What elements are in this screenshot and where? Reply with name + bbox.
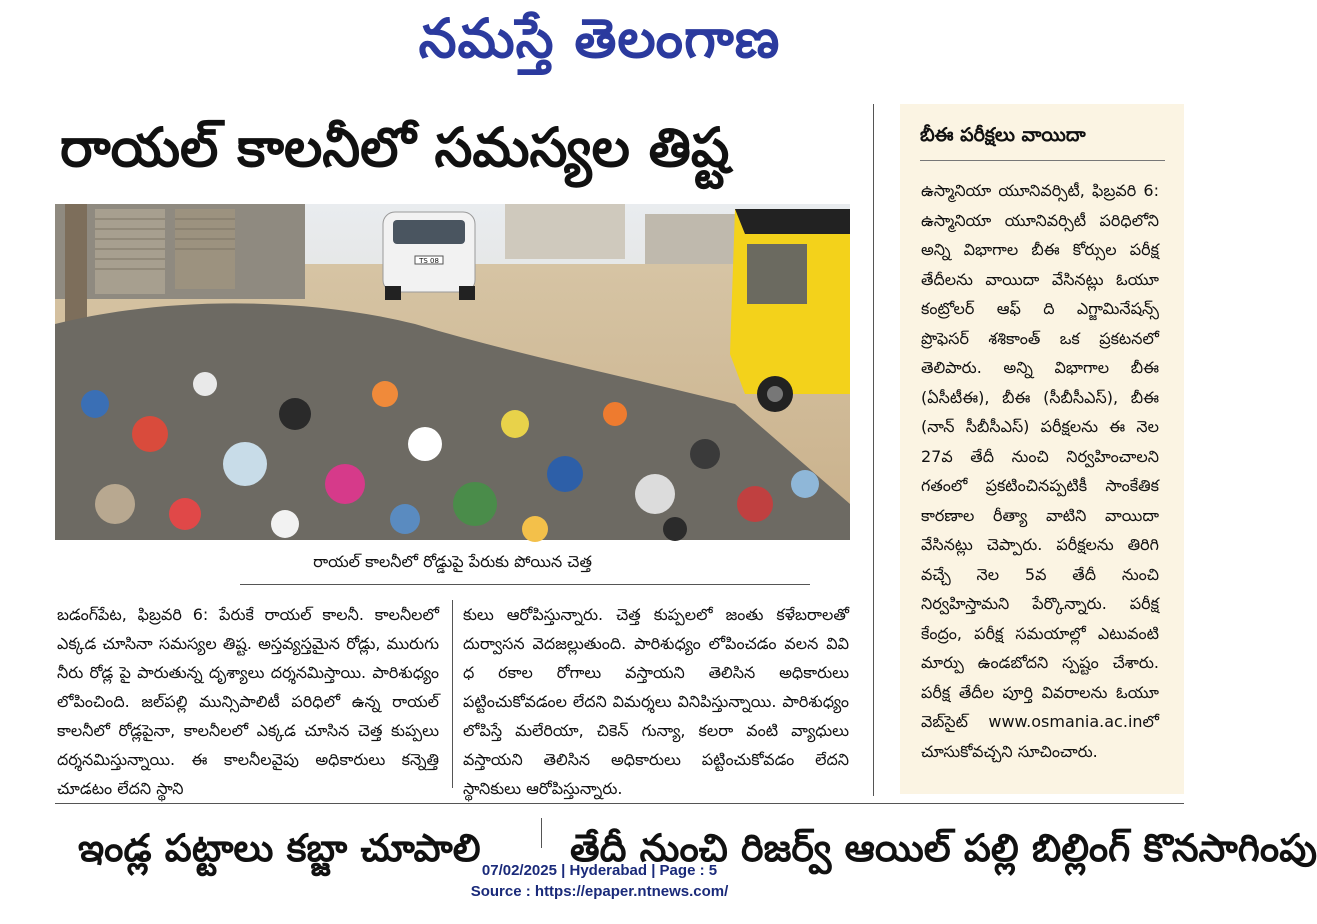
car-number-plate: TS 08 xyxy=(419,257,439,265)
teaser-right: తేదీ నుంచి రిజర్వ్ ఆయిల్ పల్లి బిల్లింగ్ కొనసాగింపు xyxy=(570,825,1317,870)
column-divider xyxy=(873,104,874,796)
auto-rickshaw xyxy=(730,209,850,412)
article-headline: రాయల్ కాలనీలో సమస్యల తిష్ట xyxy=(60,115,730,179)
article-text-1: బడంగ్‌పేట, ఫిబ్రవరి 6: పేరుకే రాయల్ కాలనీ. కాలనీలలో ఎక్కడ చూసినా సమస్యల తిష్ట. అస్తవ్యస్తమైన రోడ్లు, మురుగు నీరు రోడ్ల పై పారుతున్న దృశ్యాలు దర్శనమిస్తాయి. పారిశుధ్యం లోపించింది. జల్‌పల్లి మున్సిపాలిటీ పరిధిలో ఉన్న రాయల్ కాలనీలో రోడ్లపైనా, కాలనీలలో ఎక్కడ చూసిన చెత్త కుప్పలు దర్శనమిస్తున్నాయి. ఈ కాలనీలవైపు అధికారులు కన్నెత్తి చూడటం లేదని స్థాని xyxy=(57,605,439,798)
sidebar-title: బీఈ పరీక్షలు వాయిదా xyxy=(920,124,1086,146)
page-footer xyxy=(0,860,1199,902)
footer-date-line: 07/02/2025 | Hyderabad | Page : 5 xyxy=(481,862,718,879)
article-column-2 xyxy=(463,600,849,803)
sidebar-body: ఉస్మానియా యూనివర్సిటీ, ఫిబ్రవరి 6: ఉస్మానియా యూనివర్సిటీ పరిధిలోని అన్ని విభాగాల బీఈ కోర్సుల పరీక్ష తేదీలను వాయిదా వేసినట్లు ఓయూ కంట్రోలర్ ఆఫ్ ది ఎగ్జామినేషన్స్ ప్రొఫెసర్ శశికాంత్ ఒక ప్రకటనలో తెలిపారు. అన్ని విభాగాల బీఈ (ఏసీటీఈ), బీఈ (సీబీసీఎస్), బీఈ (నాన్ సీబీసీఎస్) పరీక్షలను ఈ నెల 27వ తేదీ నుంచి నిర్వహించాలని గతంలో ప్రకటించినప్పటికీ సాంకేతిక కారణాల రీత్యా వాటిని వాయిదా వేసినట్లు చెప్పారు. పరీక్షలను తిరిగి వచ్చే నెల 5వ తేదీ నుంచి నిర్వహిస్తామని పేర్కొన్నారు. పరీక్ష కేంద్రం, పరీక్ష సమయాల్లో ఎటువంటి మార్పు ఉండబోదని స్పష్టం చేశారు. పరీక్ష తేదీల పూర్తి వివరాలను ఓయూ వెబ్‌సైట్ www.osmania.ac.inలో చూసుకోవచ్చని సూచించారు. xyxy=(921,181,1159,761)
caption-rule xyxy=(240,584,810,585)
footer-source-link[interactable]: Source : https://epaper.ntnews.com/ xyxy=(470,883,729,900)
article-text-2: కులు ఆరోపిస్తున్నారు. చెత్త కుప్పలలో జంతు కళేబరాలతో దుర్వాసన వెదజల్లుతుంది. పారిశుధ్యం లోపించడం వలన వివి ధ రకాల రోగాలు వస్తాయని తెలిసిన అధికారులు పట్టించుకోవడంల లేదని విమర్శలు వినిపిస్తున్నాయి. పారిశుధ్యం లోపిస్తే మలేరియా, చికెన్ గున్యా, కలరా వంటి వ్యాధులు వస్తాయని తెలిసిన అధికారులు పట్టించుకోవడం లేదని స్థానికులు ఆరోపిస్తున్నారు. xyxy=(463,605,849,798)
sidebar-title-rule xyxy=(920,160,1165,161)
article-photo xyxy=(55,204,850,540)
teaser-divider xyxy=(541,818,542,848)
article-column-divider xyxy=(452,600,453,788)
parked-car xyxy=(383,212,475,300)
article-column-1 xyxy=(57,600,439,803)
masthead-logo: నమస్తే తెలంగాణ xyxy=(418,6,781,70)
bottom-rule xyxy=(55,803,1184,804)
photo-caption: రాయల్ కాలనీలో రోడ్డుపై పేరుకు పోయిన చెత్త xyxy=(313,552,592,571)
teaser-left: ఇండ్ల పట్టాలు కబ్జా చూపాలి xyxy=(78,825,481,870)
masthead xyxy=(0,0,1199,78)
